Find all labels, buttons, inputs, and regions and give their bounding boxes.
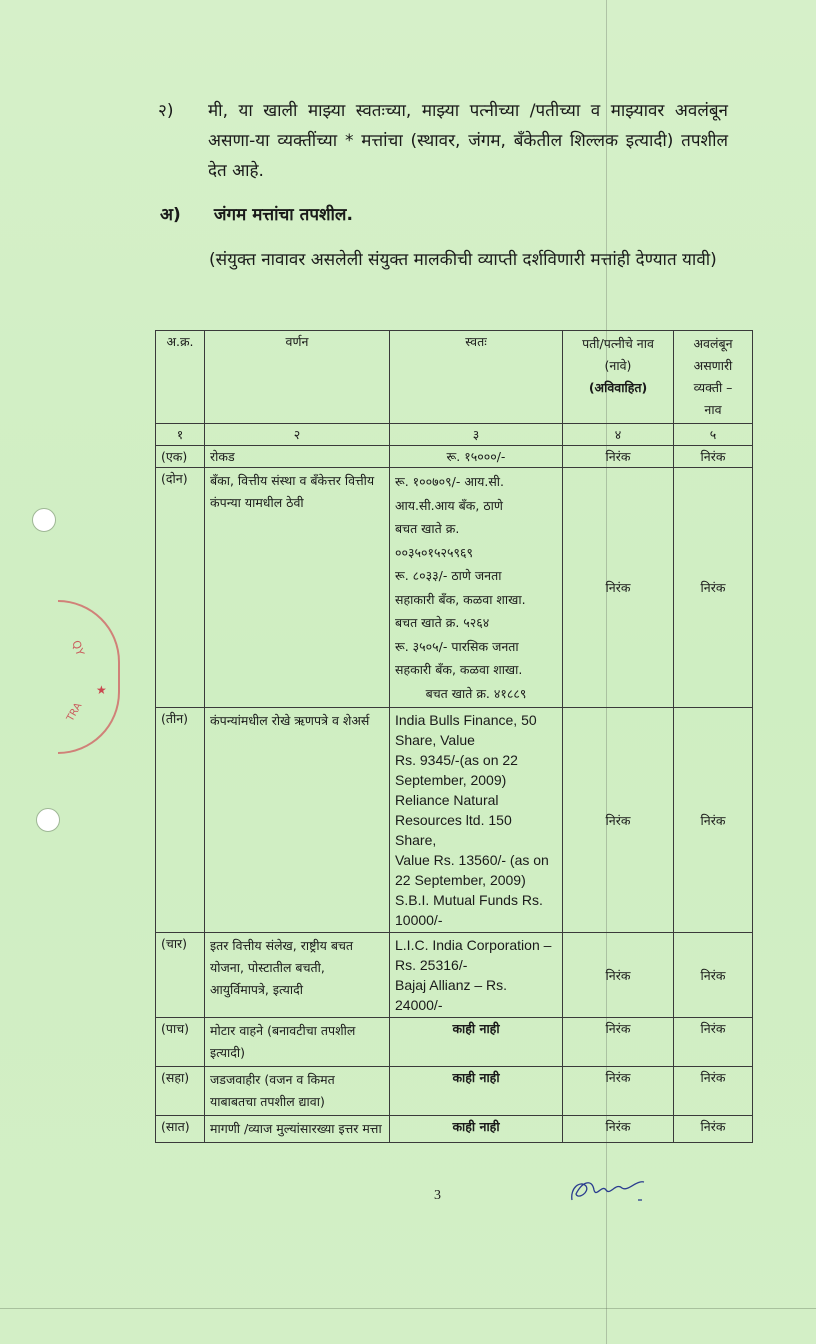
row-self-value — [390, 708, 563, 933]
row-dependent-value: निरंक — [674, 1018, 753, 1067]
row-description: कंपन्यांमधील रोखे ऋणपत्रे व शेअर्स — [205, 708, 390, 933]
self-line: Rs. 9345/-(as on 22 — [395, 752, 518, 768]
row-spouse-value: निरंक — [563, 933, 674, 1018]
movable-assets-table — [155, 330, 753, 1143]
row-description: बँका, वित्तीय संस्था व बँकेत्तर वित्तीय कंपन्या यामधील ठेवी — [205, 468, 390, 708]
column-number: ३ — [390, 424, 563, 446]
svg-text:★: ★ — [96, 683, 107, 697]
table-row — [156, 1067, 753, 1116]
self-line: L.I.C. India Corporation – — [395, 937, 552, 953]
header-description: वर्णन — [205, 331, 390, 424]
table-row — [156, 708, 753, 933]
row-dependent-value: निरंक — [674, 933, 753, 1018]
section-heading — [160, 202, 353, 225]
page-number: 3 — [434, 1188, 441, 1203]
svg-text:TRA: TRA — [65, 701, 85, 724]
row-serial: (पाच) — [156, 1018, 205, 1067]
header-self: स्वतः — [390, 331, 563, 424]
row-description: रोकड — [205, 446, 390, 468]
self-line: Reliance Natural — [395, 792, 499, 808]
table-row — [156, 446, 753, 468]
row-dependent-value: निरंक — [674, 468, 753, 708]
row-dependent-value: निरंक — [674, 708, 753, 933]
self-line: आय.सी.आय बँक, ठाणे — [395, 497, 503, 513]
self-line: बचत खाते क्र. ५२६४ — [395, 615, 490, 630]
row-self-value: काही नाही — [390, 1067, 563, 1116]
header-spouse — [563, 331, 674, 424]
official-stamp-mark — [58, 600, 120, 754]
self-line: सहाकारी बँक, कळवा शाखा. — [395, 591, 526, 607]
column-number: ५ — [674, 424, 753, 446]
row-description: मोटार वाहने (बनावटीचा तपशील इत्यादी) — [205, 1018, 390, 1067]
row-serial: (तीन) — [156, 708, 205, 933]
self-line: 24000/- — [395, 997, 443, 1013]
self-line: 22 September, 2009) — [395, 872, 526, 888]
row-serial: (सात) — [156, 1116, 205, 1143]
self-line: S.B.I. Mutual Funds Rs. — [395, 892, 543, 908]
row-dependent-value: निरंक — [674, 1067, 753, 1116]
column-number-row — [156, 424, 753, 446]
table-header-row — [156, 331, 753, 424]
self-line: India Bulls Finance, 50 — [395, 712, 537, 728]
self-line: Rs. 25316/- — [395, 957, 468, 973]
column-number: ४ — [563, 424, 674, 446]
header-dependent-line2: असणारी — [693, 358, 733, 373]
row-serial: (दोन) — [156, 468, 205, 708]
row-spouse-value: निरंक — [563, 446, 674, 468]
self-line: ००३५०१५२५९६९ — [395, 544, 474, 560]
self-line: रू. १००७०९/- आय.सी. — [395, 474, 505, 489]
punch-hole-bottom — [36, 808, 60, 832]
paragraph-text: मी, या खाली माझ्या स्वतःच्या, माझ्या पत्नीच्या /पतीच्या व माझ्यावर अवलंबून असणा-या व्यक्तींच्या * मत्तांचा (स्थावर, जंगम, बँकेतील शिल्लक इत्यादी) तपशील देत आहे. — [208, 101, 728, 181]
column-number: १ — [156, 424, 205, 446]
row-spouse-value: निरंक — [563, 708, 674, 933]
row-spouse-value: निरंक — [563, 468, 674, 708]
header-serial: अ.क्र. — [156, 331, 205, 424]
column-number: २ — [205, 424, 390, 446]
self-line: 10000/- — [395, 912, 443, 928]
row-description: मागणी /व्याज मुल्यांसारख्या इत्तर मत्ता — [205, 1116, 390, 1143]
paragraph-number: २) — [158, 101, 174, 121]
row-self-value: काही नाही — [390, 1018, 563, 1067]
self-line: Bajaj Allianz – Rs. — [395, 977, 508, 993]
table-row — [156, 933, 753, 1018]
row-serial: (सहा) — [156, 1067, 205, 1116]
punch-hole-top — [32, 508, 56, 532]
self-line: बचत खाते क्र. — [395, 521, 460, 536]
row-dependent-value: निरंक — [674, 446, 753, 468]
svg-text:QY: QY — [69, 638, 87, 658]
section-number: अ) — [160, 205, 181, 225]
self-line: Share, Value — [395, 732, 475, 748]
page-bottom-edge — [0, 1308, 816, 1309]
row-description: जडजवाहीर (वजन व किमत याबाबतचा तपशील द्यावा) — [205, 1067, 390, 1116]
row-self-value: काही नाही — [390, 1116, 563, 1143]
row-spouse-value: निरंक — [563, 1116, 674, 1143]
row-serial: (एक) — [156, 446, 205, 468]
table-row — [156, 468, 753, 708]
row-dependent-value: निरंक — [674, 1116, 753, 1143]
header-dependent — [674, 331, 753, 424]
self-line: रू. ३५०५/- पारसिक जनता — [395, 638, 519, 654]
header-dependent-line1: अवलंबून — [693, 336, 733, 351]
row-self-value — [390, 933, 563, 1018]
self-line: Value Rs. 13560/- (as on — [395, 852, 549, 868]
self-line: बचत खाते क्र. ४१८८९ — [425, 685, 527, 701]
header-dependent-line4: नाव — [704, 402, 722, 417]
row-self-value: रू. १५०००/- — [390, 446, 563, 468]
row-serial: (चार) — [156, 933, 205, 1018]
table-row — [156, 1018, 753, 1067]
header-spouse-line3: (अविवाहित) — [588, 380, 648, 395]
stamp-seal-graphic — [58, 602, 118, 752]
self-line: रू. ८०३३/- ठाणे जनता — [395, 568, 502, 583]
row-self-value — [390, 468, 563, 708]
header-spouse-line2: (नावे) — [604, 358, 632, 373]
row-spouse-value: निरंक — [563, 1067, 674, 1116]
table-row — [156, 1116, 753, 1143]
section-note: (संयुक्त नावावर असलेली संयुक्त मालकीची व्याप्ती दर्शविणारी मत्तांही देण्यात यावी) — [209, 250, 717, 270]
header-spouse-line1: पती/पत्नीचे नाव — [582, 336, 654, 351]
self-line: Resources ltd. 150 — [395, 812, 512, 828]
signature-graphic — [566, 1170, 656, 1210]
self-line: September, 2009) — [395, 772, 507, 788]
self-line: सहकारी बँक, कळवा शाखा. — [395, 662, 523, 677]
self-line: Share, — [395, 832, 437, 848]
section-title: जंगम मत्तांचा तपशील. — [213, 205, 353, 225]
row-description: इतर वित्तीय संलेख, राष्ट्रीय बचत योजना, पोस्टातील बचती, आयुर्विमापत्रे, इत्यादी — [205, 933, 390, 1018]
header-dependent-line3: व्यक्ती – — [693, 380, 733, 395]
row-spouse-value: निरंक — [563, 1018, 674, 1067]
